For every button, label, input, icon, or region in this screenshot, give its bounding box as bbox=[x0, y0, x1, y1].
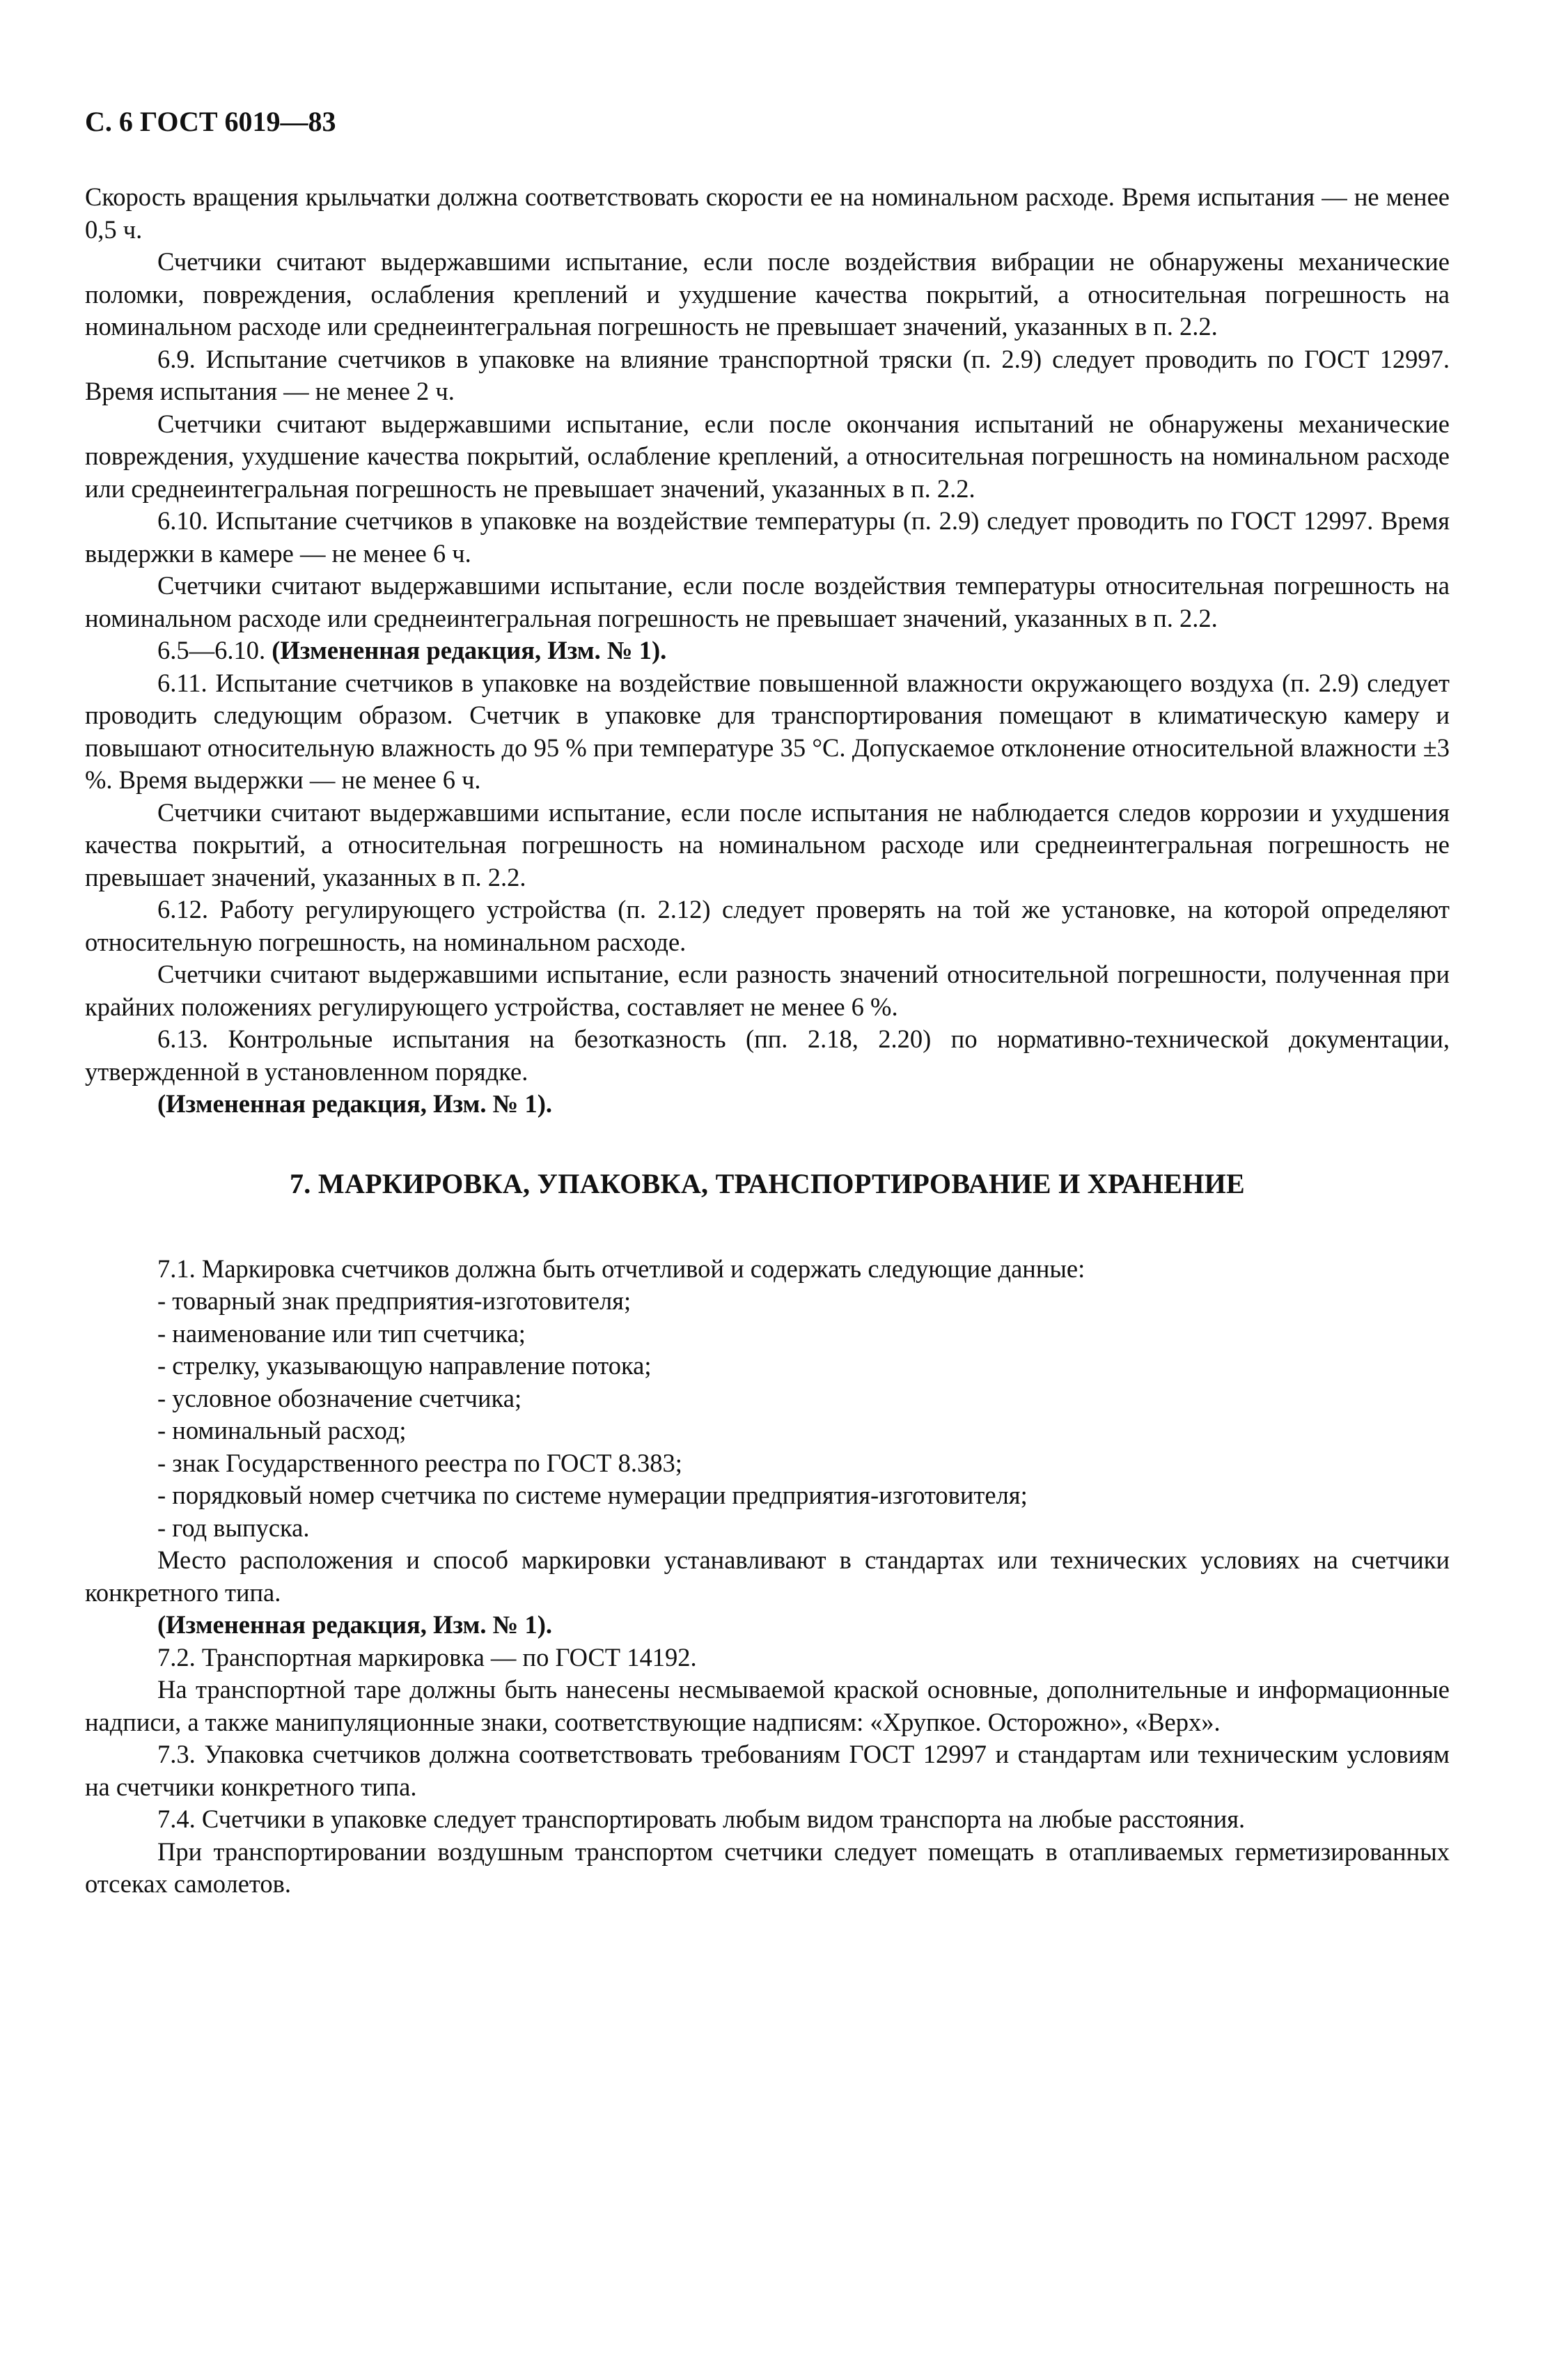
list-item: - условное обозначение счетчика; bbox=[157, 1383, 522, 1412]
section-title: 7. МАРКИРОВКА, УПАКОВКА, ТРАНСПОРТИРОВАНИЕ И ХРАНЕНИЕ bbox=[289, 1167, 1245, 1199]
list-item: - знак Государственного реестра по ГОСТ 8.383; bbox=[157, 1448, 682, 1477]
amendment-prefix: 6.5—6.10. bbox=[157, 636, 272, 664]
body-top bbox=[85, 181, 1450, 1121]
paragraph: Счетчики считают выдержавшими испытание, если после воздействия вибрации не обнаружены механические поломки, повреждения, ослабления креплений и ухудшение качества покрытий, а относительная погрешность на номинальном расходе или среднеинтегральная погрешность не превышает значений, указанных в п. 2.2. bbox=[85, 247, 1450, 341]
paragraph: 6.9. Испытание счетчиков в упаковке на влияние транспортной тряски (п. 2.9) следует проводить по ГОСТ 12997. Время испытания — не менее 2 ч. bbox=[85, 344, 1450, 405]
list-item: - наименование или тип счетчика; bbox=[157, 1318, 526, 1348]
page-header: С. 6 ГОСТ 6019—83 bbox=[85, 106, 336, 137]
list-item: - стрелку, указывающую направление потока; bbox=[157, 1351, 652, 1380]
paragraph: 7.4. Счетчики в упаковке следует транспортировать любым видом транспорта на любые расстояния. bbox=[157, 1805, 1246, 1833]
list-item: - год выпуска. bbox=[157, 1513, 310, 1542]
amendment-label: (Измененная редакция, Изм. № 1). bbox=[272, 636, 667, 664]
paragraph: На транспортной таре должны быть нанесены несмываемой краской основные, дополнительные и информационные надписи, а также манипуляционные знаки, соответствующие надписям: «Хрупкое. Осторожно», «Верх». bbox=[85, 1675, 1450, 1736]
list-item: - порядковый номер счетчика по системе нумерации предприятия-изготовителя; bbox=[157, 1481, 1028, 1509]
amendment-note: (Измененная редакция, Изм. № 1). bbox=[157, 1610, 552, 1639]
amendment-note bbox=[85, 634, 1450, 667]
paragraph: Счетчики считают выдержавшими испытание, если после окончания испытаний не обнаружены механические повреждения, ухудшение качества покрытий, ослабление креплений, а относительная погрешность на номинальном расходе или среднеинтегральная погрешность не превышает значений, указанных в п. 2.2. bbox=[85, 409, 1450, 503]
list-item: - товарный знак предприятия-изготовителя; bbox=[157, 1286, 632, 1315]
paragraph: 6.13. Контрольные испытания на безотказность (пп. 2.18, 2.20) по нормативно-технической документации, утвержденной в установленном порядке. bbox=[85, 1025, 1450, 1086]
paragraph: Скорость вращения крыльчатки должна соответствовать скорости ее на номинальном расходе. Время испытания — не менее 0,5 ч. bbox=[85, 182, 1450, 244]
paragraph: 7.3. Упаковка счетчиков должна соответствовать требованиям ГОСТ 12997 и стандартам или техническим условиям на счетчики конкретного типа. bbox=[85, 1740, 1450, 1801]
document-page bbox=[85, 104, 1450, 1901]
amendment-note: (Измененная редакция, Изм. № 1). bbox=[157, 1089, 552, 1118]
paragraph: 6.10. Испытание счетчиков в упаковке на воздействие температуры (п. 2.9) следует проводить по ГОСТ 12997. Время выдержки в камере — не менее 6 ч. bbox=[85, 506, 1450, 568]
paragraph: Счетчики считают выдержавшими испытание, если после испытания не наблюдается следов коррозии и ухудшения качества покрытий, а относительная погрешность на номинальном расходе или среднеинтегральная погрешность не превышает значений, указанных в п. 2.2. bbox=[85, 797, 1450, 891]
list-item: - номинальный расход; bbox=[157, 1416, 407, 1444]
section-intro: 7.1. Маркировка счетчиков должна быть отчетливой и содержать следующие данные: bbox=[157, 1254, 1085, 1283]
paragraph: Счетчики считают выдержавшими испытание, если разность значений относительной погрешности, полученная при крайних положениях регулирующего устройства, составляет не менее 6 %. bbox=[85, 960, 1450, 1021]
paragraph: 6.11. Испытание счетчиков в упаковке на воздействие повышенной влажности окружающего воздуха (п. 2.9) следует проводить следующим образом. Счетчик в упаковке для транспортирования помещают в климатическую камеру и повышают относительную влажность до 95 % при температуре 35 °С. Допускаемое отклонение относительной влажности ±3 %. Время выдержки — не менее 6 ч. bbox=[85, 668, 1450, 794]
paragraph: При транспортировании воздушным транспортом счетчики следует помещать в отапливаемых герметизированных отсеках самолетов. bbox=[85, 1837, 1450, 1898]
paragraph: Счетчики считают выдержавшими испытание, если после воздействия температуры относительная погрешность на номинальном расходе или среднеинтегральная погрешность не превышает значений, указанных в п. 2.2. bbox=[85, 571, 1450, 632]
paragraph: 6.12. Работу регулирующего устройства (п. 2.12) следует проверять на той же установке, на которой определяют относительную погрешность, на номинальном расходе. bbox=[85, 895, 1450, 956]
paragraph: 7.2. Транспортная маркировка — по ГОСТ 14192. bbox=[157, 1642, 697, 1672]
body-bottom bbox=[85, 1253, 1450, 1901]
paragraph: Место расположения и способ маркировки устанавливают в стандартах или технических условиях на счетчики конкретного типа. bbox=[85, 1545, 1450, 1607]
